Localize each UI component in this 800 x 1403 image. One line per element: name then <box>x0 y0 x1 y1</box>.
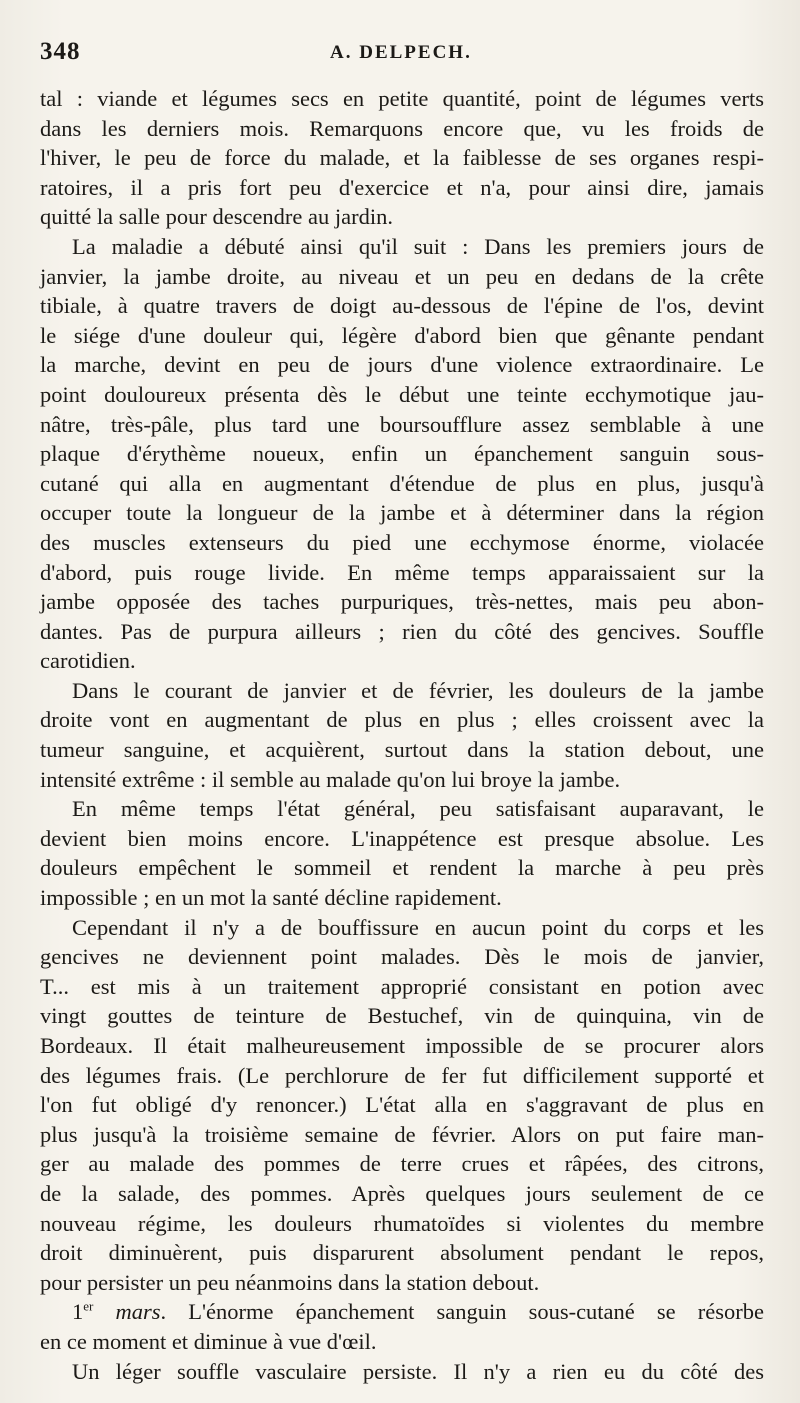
text-line: janvier, la jambe droite, au niveau et un peu en dedans de la crête <box>40 263 764 289</box>
text-line: Cependant il n'y a de bouffissure en aucun point du corps et les <box>72 914 764 940</box>
text-line: dans les derniers mois. Remarquons encore que, vu les froids de <box>40 115 764 141</box>
text-line: jambe opposée des taches purpuriques, très-nettes, mais peu abon- <box>40 589 764 615</box>
text-line: ger au malade des pommes de terre crues et râpées, des citrons, <box>40 1151 764 1177</box>
text-line: quitté la salle pour descendre au jardin. <box>40 204 393 230</box>
text-line: droit diminuèrent, puis disparurent absolument pendant le repos, <box>40 1240 764 1266</box>
text-line: nâtre, très-pâle, plus tard une boursoufflure assez semblable à une <box>40 411 764 437</box>
text-line: T... est mis à un traitement approprié consistant en potion avec <box>40 973 764 999</box>
text-line: ratoires, il a pris fort peu d'exercice et n'a, pour ainsi dire, jamais <box>40 174 764 200</box>
text-line: gencives ne deviennent point malades. Dès le mois de janvier, <box>40 944 764 970</box>
text-line: de la salade, des pommes. Après quelques jours seulement de ce <box>40 1180 764 1206</box>
text-line: occuper toute la longueur de la jambe et à déterminer dans la région <box>40 500 764 526</box>
text-line: Un léger souffle vasculaire persiste. Il n'y a rien eu du côté des <box>72 1358 764 1384</box>
dated-entry-line <box>40 1297 764 1327</box>
text-line: Dans le courant de janvier et de février, les douleurs de la jambe <box>72 677 764 703</box>
text-line: Bordeaux. Il était malheureusement impossible de se procurer alors <box>40 1033 764 1058</box>
text-line: plus jusqu'à la troisième semaine de février. Alors on put faire man- <box>40 1121 764 1147</box>
running-head: A. DELPECH. <box>330 42 472 63</box>
entry-text: . L'énorme épanchement sanguin sous-cutané se résorbe <box>160 1299 764 1325</box>
page-number: 348 <box>40 38 81 65</box>
entry-day-suffix: er <box>83 1298 94 1314</box>
text-line: droite vont en augmentant de plus en plus ; elles croissent avec la <box>40 707 764 733</box>
text-line: plaque d'érythème noueux, enfin un épanchement sanguin sous- <box>40 441 764 467</box>
text-line: intensité extrême : il semble au malade qu'on lui broye la jambe. <box>40 766 621 792</box>
text-line: cutané qui alla en augmentant d'étendue de plus en plus, jusqu'à <box>40 470 764 496</box>
text-line: devient bien moins encore. L'inappétence est presque absolue. Les <box>40 825 764 851</box>
text-line: impossible ; en un mot la santé décline rapidement. <box>40 885 502 911</box>
text-line: vingt gouttes de teinture de Bestuchef, vin de quinquina, vin de <box>40 1003 764 1029</box>
text-line: La maladie a débuté ainsi qu'il suit : Dans les premiers jours de <box>72 233 764 259</box>
body-text <box>40 84 764 1386</box>
text-line: carotidien. <box>40 648 136 674</box>
text-line: l'on fut obligé d'y renoncer.) L'état alla en s'aggravant de plus en <box>40 1092 764 1118</box>
text-line: des muscles extenseurs du pied une ecchymose énorme, violacée <box>40 529 764 555</box>
text-line: nouveau régime, les douleurs rhumatoïdes si violentes du membre <box>40 1210 764 1236</box>
text-line: tal : viande et légumes secs en petite quantité, point de légumes verts <box>40 86 764 111</box>
text-line: douleurs empêchent le sommeil et rendent la marche à peu près <box>40 855 764 881</box>
text-line: tumeur sanguine, et acquièrent, surtout dans la station debout, une <box>40 737 764 763</box>
text-line: En même temps l'état général, peu satisfaisant auparavant, le <box>72 796 764 822</box>
text-line: tibiale, à quatre travers de doigt au-dessous de l'épine de l'os, devint <box>40 293 764 319</box>
entry-day: 1 <box>72 1299 84 1325</box>
text-line: en ce moment et diminue à vue d'œil. <box>40 1328 377 1354</box>
text-line: la marche, devint en peu de jours d'une violence extraordinaire. Le <box>40 352 764 378</box>
text-line: le siége d'une douleur qui, légère d'abord bien que gênante pendant <box>40 322 764 348</box>
text-line: l'hiver, le peu de force du malade, et la faiblesse de ses organes respi- <box>40 145 764 171</box>
text-line: point douloureux présenta dès le début une teinte ecchymotique jau- <box>40 381 764 407</box>
text-line: dantes. Pas de purpura ailleurs ; rien du côté des gencives. Souffle <box>40 618 764 644</box>
text-line: d'abord, puis rouge livide. En même temps apparaissaient sur la <box>40 559 764 585</box>
text-line: des légumes frais. (Le perchlorure de fer fut difficilement supporté et <box>40 1062 764 1088</box>
text-line: pour persister un peu néanmoins dans la station debout. <box>40 1269 540 1295</box>
page-header <box>40 38 760 74</box>
entry-month: mars <box>115 1299 161 1325</box>
